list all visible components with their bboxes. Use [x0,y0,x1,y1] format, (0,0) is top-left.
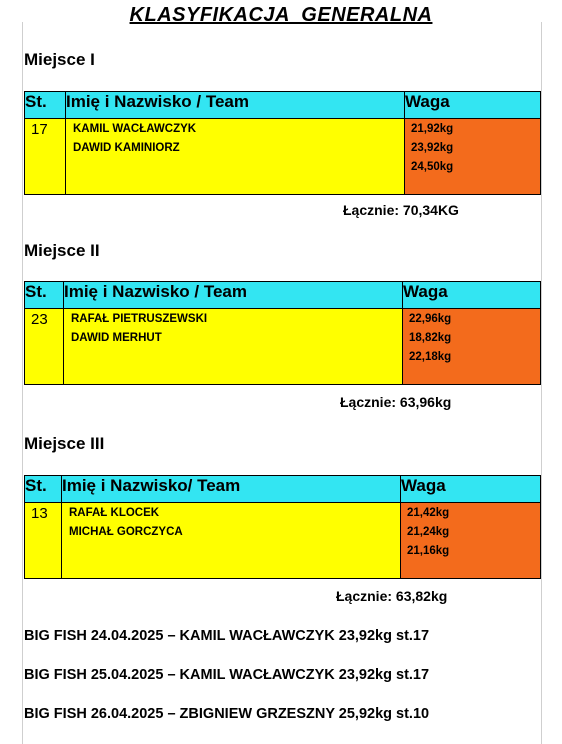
header-name-team: Imię i Nazwisko / Team [64,282,403,309]
weight-value: 21,24kg [407,526,450,538]
weight-value: 24,50kg [411,161,454,173]
place-1-total: Łącznie: 70,34KG [343,202,459,218]
place-2-total: Łącznie: 63,96kg [340,394,452,410]
header-station: St. [25,92,66,119]
page-margin-line-left [22,22,23,744]
weight-value: 21,42kg [407,507,450,519]
header-weight: Waga [401,476,541,503]
big-fish-line: BIG FISH 26.04.2025 – ZBIGNIEW GRZESZNY 25,92kg st.10 [24,706,430,722]
place-3-table [24,475,541,579]
weight-value: 21,92kg [411,123,454,135]
station-number: 17 [25,119,66,195]
header-station: St. [25,282,64,309]
station-number: 23 [25,309,64,385]
page-title: KLASYFIKACJA GENERALNA [129,4,433,26]
team-member: DAWID MERHUT [71,332,162,344]
weights-list [405,119,541,195]
header-name-team: Imię i Nazwisko/ Team [62,476,401,503]
header-weight: Waga [403,282,541,309]
header-station: St. [25,476,62,503]
team-member: RAFAŁ PIETRUSZEWSKI [71,313,208,325]
place-2-table [24,281,541,385]
big-fish-line: BIG FISH 25.04.2025 – KAMIL WACŁAWCZYK 23,92kg st.17 [24,667,430,683]
team-names [64,309,403,385]
team-member: RAFAŁ KLOCEK [69,507,160,519]
header-name-team: Imię i Nazwisko / Team [66,92,405,119]
weights-list [401,503,541,579]
station-number: 13 [25,503,62,579]
team-member: MICHAŁ GORCZYCA [69,526,183,538]
place-1-heading: Miejsce I [24,50,95,69]
place-3-total: Łącznie: 63,82kg [336,588,448,604]
team-names [66,119,405,195]
place-2-heading: Miejsce II [24,241,100,260]
place-1-table [24,91,541,195]
header-weight: Waga [405,92,541,119]
weight-value: 22,96kg [409,313,452,325]
page-margin-line-right [541,22,542,744]
weight-value: 21,16kg [407,545,450,557]
weight-value: 23,92kg [411,142,454,154]
team-member: DAWID KAMINIORZ [73,142,180,154]
place-3-heading: Miejsce III [24,434,105,453]
weight-value: 22,18kg [409,351,452,363]
weight-value: 18,82kg [409,332,452,344]
weights-list [403,309,541,385]
team-member: KAMIL WACŁAWCZYK [73,123,197,135]
big-fish-line: BIG FISH 24.04.2025 – KAMIL WACŁAWCZYK 23,92kg st.17 [24,628,430,644]
team-names [62,503,401,579]
